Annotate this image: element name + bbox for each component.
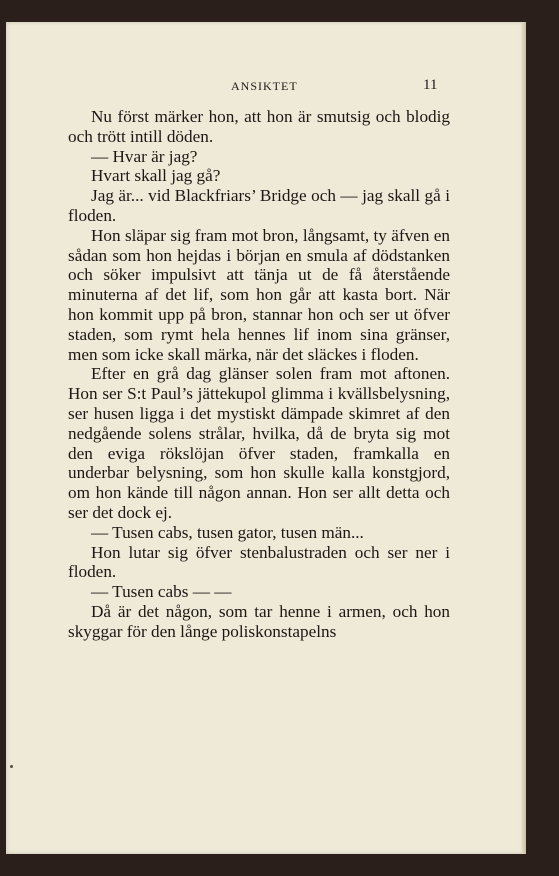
paragraph: Hon lutar sig öfver stenbalustraden och ser ner i floden. — [68, 542, 450, 582]
paragraph: Hon släpar sig fram mot bron, långsamt, ty äfven en sådan som hon hejdas i början en smula af dödstanken och söker impulsivt att tänja ut de få återstående minuterna af det lif, som hon går att kasta bort. När hon kommit upp på bron, stannar hon och ser ut öfver staden, som rymt hela hennes lif inom sina gränser, men som icke skall märka, när det släckes i floden. — [68, 225, 450, 364]
paragraph: Jag är... vid Blackfriars’ Bridge och — jag skall gå i floden. — [68, 186, 450, 225]
paragraph: — Tusen cabs — — — [91, 582, 232, 602]
page-number: 11 — [423, 77, 438, 93]
body-text — [68, 107, 450, 642]
paragraph: Hvart skall jag gå? — [91, 166, 221, 186]
page-edge — [522, 22, 526, 854]
paragraph: Nu först märker hon, att hon är smutsig och blodig och trött intill döden. — [68, 107, 450, 146]
paragraph: — Tusen cabs, tusen gator, tusen män... — [91, 522, 364, 542]
paragraph: Efter en grå dag glänser solen fram mot aftonen. Hon ser S:t Paul’s jättekupol glimma i kvällsbelysning, ser husen ligga i det mystiskt dämpade skimret af den nedgående solens strålar, hvilka, då de bryta sig mot den eviga rökslöjan öfver staden, framkalla en underbar belysning, som hon skulle kalla konstgjord, om hon kände till någon annan. Hon ser allt detta och ser det dock ej. — [68, 364, 450, 522]
paragraph: Då är det någon, som tar henne i armen, och hon skyggar för den långe poliskonstapelns — [68, 601, 450, 641]
book-page — [6, 22, 526, 854]
scan-border — [0, 854, 559, 876]
running-head-title: ANSIKTET — [231, 79, 298, 93]
running-head — [6, 77, 526, 95]
paragraph: — Hvar är jag? — [91, 146, 198, 166]
ink-speck — [10, 765, 13, 768]
